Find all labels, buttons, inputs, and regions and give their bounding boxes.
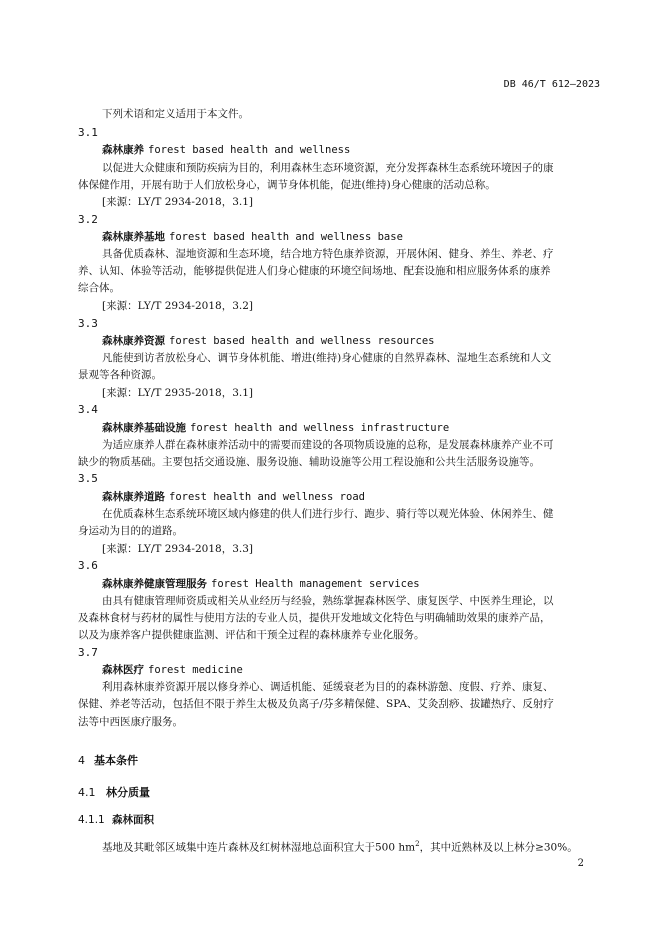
page-number: 2 xyxy=(577,858,584,869)
section-title: 基本条件 xyxy=(94,754,138,767)
term-source: [来源：LY/T 2934-2018，3.1] xyxy=(102,196,253,208)
term-heading xyxy=(102,231,403,244)
definition-line: 法等中西医康疗服务。 xyxy=(78,716,183,728)
term-number: 3.5 xyxy=(78,472,98,485)
subsubsection-title: 森林面积 xyxy=(112,814,154,826)
definition-line: 为适应康养人群在森林康养活动中的需要而建设的各项物质设施的总称，是发展森林康养产业不可 xyxy=(102,439,554,451)
term-number: 3.4 xyxy=(78,403,98,416)
term-number: 3.2 xyxy=(78,213,98,226)
definition-line: 由具有健康管理师资质或相关从业经历与经验，熟练掌握森林医学、康复医学、中医养生理论，以 xyxy=(102,595,554,607)
paragraph-text-start: 基地及其毗邻区域集中连片森林及红树林湿地总面积宜大于500 hm xyxy=(102,841,416,854)
term-number: 3.1 xyxy=(78,126,98,139)
definition-line: 体保健作用，开展有助于人们放松身心，调节身体机能，促进(维持)身心健康的活动总称。 xyxy=(78,179,496,191)
subsection-heading xyxy=(78,784,150,800)
section-heading xyxy=(78,752,138,768)
term-name-en: forest health and wellness infrastructure xyxy=(190,422,450,434)
term-source: [来源：LY/T 2934-2018，3.2] xyxy=(102,300,253,312)
term-name-zh: 森林康养道路 xyxy=(102,491,165,503)
term-name-en: forest medicine xyxy=(148,664,243,676)
term-name-en: forest health and wellness road xyxy=(169,491,365,503)
term-source: [来源：LY/T 2934-2018，3.3] xyxy=(102,543,253,555)
term-name-zh: 森林康养 xyxy=(102,144,144,156)
term-name-zh: 森林康养基础设施 xyxy=(102,422,186,434)
definition-line: 具备优质森林、湿地资源和生态环境，结合地方特色康养资源，开展休闲、健身、养生、养老、疗 xyxy=(102,248,554,260)
term-source: [来源：LY/T 2935-2018，3.1] xyxy=(102,387,253,399)
definition-line: 在优质森林生态系统环境区域内修建的供人们进行步行、跑步、骑行等以观光体验、休闲养生、健 xyxy=(102,508,554,520)
term-heading xyxy=(102,335,435,348)
subsubsection-heading xyxy=(78,812,154,827)
term-name-zh: 森林康养资源 xyxy=(102,335,165,347)
definition-line: 以及为康养客户提供健康监测、评估和干预全过程的森林康养专业化服务。 xyxy=(78,629,425,641)
definition-line: 以促进大众健康和预防疾病为目的，利用森林生态环境资源，充分发挥森林生态系统环境因子的康 xyxy=(102,162,554,174)
term-name-zh: 森林康养健康管理服务 xyxy=(102,578,207,590)
subsection-number: 4.1 xyxy=(78,786,96,799)
section-paragraph xyxy=(102,838,578,854)
definition-line: 及森林食材与药材的属性与使用方法的专业人员，提供开发地域文化特色与明确辅助效果的康养产品， xyxy=(78,612,551,624)
intro-text: 下列术语和定义适用于本文件。 xyxy=(102,108,249,120)
term-number: 3.7 xyxy=(78,646,98,659)
term-number: 3.6 xyxy=(78,559,98,572)
document-number-header: DB 46/T 612—2023 xyxy=(503,79,600,90)
term-name-zh: 森林康养基地 xyxy=(102,231,165,243)
definition-line: 缺少的物质基础。主要包括交通设施、服务设施、辅助设施等公用工程设施和公共生活服务设施等。 xyxy=(78,456,540,468)
term-name-zh: 森林医疗 xyxy=(102,664,144,676)
definition-line: 身运动为目的的道路。 xyxy=(78,525,183,537)
term-number: 3.3 xyxy=(78,317,98,330)
term-name-en: forest based health and wellness resources xyxy=(169,335,435,347)
term-heading xyxy=(102,144,350,157)
area-unit-superscript: 2 xyxy=(415,840,420,848)
definition-line: 利用森林康养资源开展以修身养心、调适机能、延缓衰老为目的的森林游憩、度假、疗养、康复、 xyxy=(102,681,554,693)
term-name-en: forest Health management services xyxy=(211,578,420,590)
term-name-en: forest based health and wellness base xyxy=(169,231,403,243)
definition-line: 凡能使到访者放松身心、调节身体机能、增进(维持)身心健康的自然界森林、湿地生态系统和人文 xyxy=(102,352,552,364)
definition-line: 养、认知、体验等活动，能够提供促进人们身心健康的环境空间场地、配套设施和相应服务体系的康养 xyxy=(78,265,551,277)
definition-line: 保健、养老等活动，包括但不限于养生太极及负离子/芬多精保健、SPA、艾灸刮痧、拔罐热疗、反射疗 xyxy=(78,698,554,710)
term-heading xyxy=(102,578,420,591)
subsubsection-number: 4.1.1 xyxy=(78,814,105,826)
term-name-en: forest based health and wellness xyxy=(148,144,351,156)
term-heading xyxy=(102,422,449,435)
term-heading xyxy=(102,664,243,677)
definition-line: 景观等各种资源。 xyxy=(78,369,162,381)
term-heading xyxy=(102,491,365,504)
paragraph-text-end: ，其中近熟林及以上林分≥30%。 xyxy=(419,841,578,854)
section-number: 4 xyxy=(78,754,85,767)
definition-line: 综合体。 xyxy=(78,282,120,294)
subsection-title: 林分质量 xyxy=(106,786,150,799)
